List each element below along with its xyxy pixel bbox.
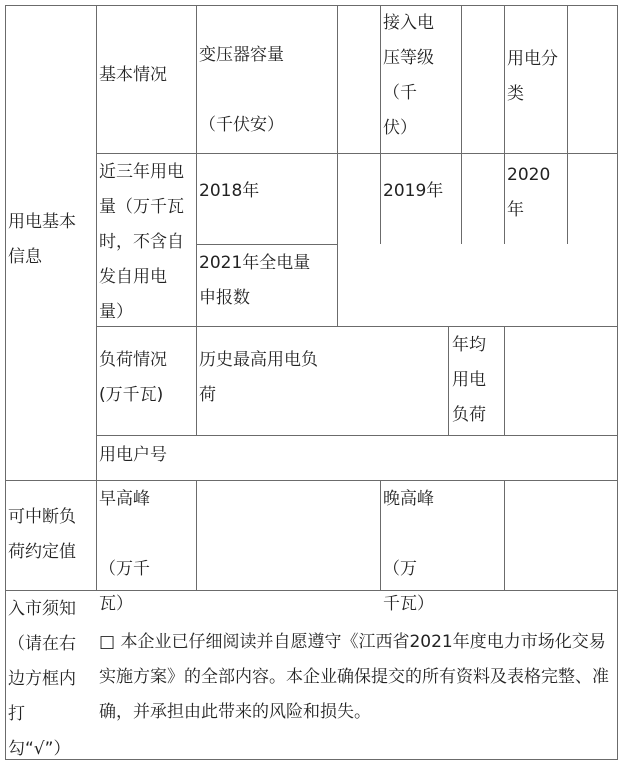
account-number-label: 用电户号: [99, 445, 167, 465]
evening-peak-label: 晚高峰 （万 千瓦）: [383, 489, 434, 614]
grid-line: [5, 5, 6, 760]
basic-info-label: 基本情况: [99, 65, 167, 85]
historic-max-load-label: 历史最高用电负 荷: [199, 350, 318, 405]
section-basic-info-label: 用电基本 信息: [8, 212, 76, 267]
grid-line: [96, 435, 617, 436]
grid-line: [461, 5, 462, 153]
grid-line: [617, 5, 618, 760]
load-status-label: 负荷情况 (万千瓦): [99, 350, 167, 405]
grid-line: [504, 480, 505, 590]
declaration-text[interactable]: □ 本企业已仔细阅读并自愿遵守《江西省2021年度电力市场化交易实施方案》的全部内容。本企业确保提交的所有资料及表格完整、准确，并承担由此带来的风险和损失。: [99, 632, 609, 722]
recent-usage-label: 近三年用电 量（万千瓦 时，不含自 发自用电 量）: [99, 162, 184, 322]
grid-line: [337, 5, 338, 326]
voltage-level-label: 接入电 压等级 （千 伏）: [383, 13, 434, 138]
section-interruptible-label: 可中断负 荷约定值: [8, 507, 76, 562]
grid-line: [196, 480, 197, 590]
grid-line: [5, 759, 617, 760]
grid-line: [504, 326, 505, 435]
morning-peak-label: 早高峰 （万千 瓦）: [99, 489, 150, 614]
power-category-label: 用电分 类: [507, 49, 558, 104]
grid-line: [380, 480, 381, 590]
year-2018-label: 2018年: [199, 181, 260, 201]
grid-line: [380, 153, 381, 244]
grid-line: [196, 244, 337, 245]
grid-line: [96, 5, 97, 591]
grid-line: [96, 153, 617, 154]
grid-line: [567, 5, 568, 244]
year-2019-label: 2019年: [383, 181, 444, 201]
grid-line: [448, 326, 449, 435]
grid-line: [461, 153, 462, 244]
declared-2021-label: 2021年全电量 申报数: [199, 253, 311, 308]
year-2020-label: 2020 年: [507, 165, 551, 220]
grid-line: [504, 5, 505, 244]
section-notice-label: 入市须知 （请在右 边方框内 打 勾“√”）: [8, 599, 76, 759]
annual-avg-load-label: 年均 用电 负荷: [452, 335, 486, 425]
grid-line: [196, 5, 197, 435]
transformer-capacity-label: 变压器容量 （千伏安）: [199, 45, 284, 135]
grid-line: [380, 5, 381, 153]
